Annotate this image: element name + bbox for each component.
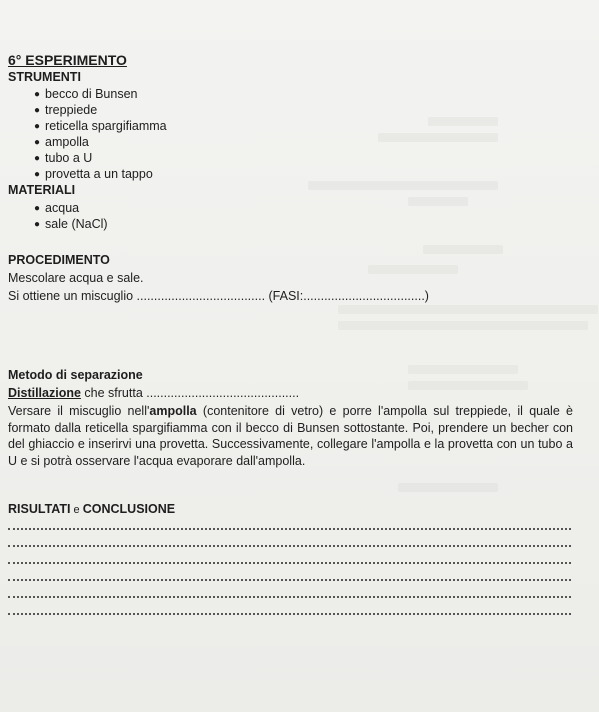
ampolla-bold: ampolla [149, 404, 197, 418]
answer-line [8, 543, 571, 547]
experiment-title: 6° ESPERIMENTO [8, 52, 127, 68]
distillazione-label: Distillazione [8, 386, 81, 400]
procedimento-line-2: Si ottiene un miscuglio ..................................... (FASI:...................................) [8, 289, 429, 303]
list-item: ● provetta a un tappo [34, 167, 153, 181]
procedimento-heading: PROCEDIMENTO [8, 253, 110, 267]
bullet-icon: ● [34, 169, 41, 180]
answer-line [8, 560, 571, 564]
answer-line [8, 611, 571, 615]
bullet-icon: ● [34, 89, 41, 100]
bullet-icon: ● [34, 153, 41, 164]
answer-line [8, 526, 571, 530]
method-paragraph: Versare il miscuglio nell'ampolla (contenitore di vetro) e porre l'ampolla sul treppiede, il quale è formato dalla reticella spargifiamma con il becco di Bunsen sottostante. Poi, prendere un becher con del ghiaccio e inserirvi una provetta. Successivamente, collegare l'ampolla e la provetta con un tubo a U e si potrà osservare l'acqua evaporare dall'ampolla. [8, 404, 573, 468]
bullet-icon: ● [34, 105, 41, 116]
distillazione-line: Distillazione che sfrutta ............................................ [8, 386, 300, 400]
bullet-icon: ● [34, 219, 41, 230]
procedimento-line-1: Mescolare acqua e sale. [8, 271, 144, 285]
list-item: ● sale (NaCl) [34, 217, 108, 231]
list-item: ● becco di Bunsen [34, 87, 138, 101]
worksheet-page [8, 0, 593, 712]
answer-line [8, 594, 571, 598]
metodo-heading: Metodo di separazione [8, 368, 143, 382]
bullet-icon: ● [34, 203, 41, 214]
list-item: ● acqua [34, 201, 80, 215]
strumenti-heading: STRUMENTI [8, 70, 81, 84]
materiali-heading: MATERIALI [8, 183, 76, 197]
list-item: ● reticella spargifiamma [34, 119, 167, 133]
bullet-icon: ● [34, 137, 41, 148]
list-item: ● ampolla [34, 135, 89, 149]
list-item: ● tubo a U [34, 151, 93, 165]
risultati-heading: RISULTATI e CONCLUSIONE [8, 502, 176, 516]
answer-line [8, 577, 571, 581]
list-item: ● treppiede [34, 103, 98, 117]
bullet-icon: ● [34, 121, 41, 132]
